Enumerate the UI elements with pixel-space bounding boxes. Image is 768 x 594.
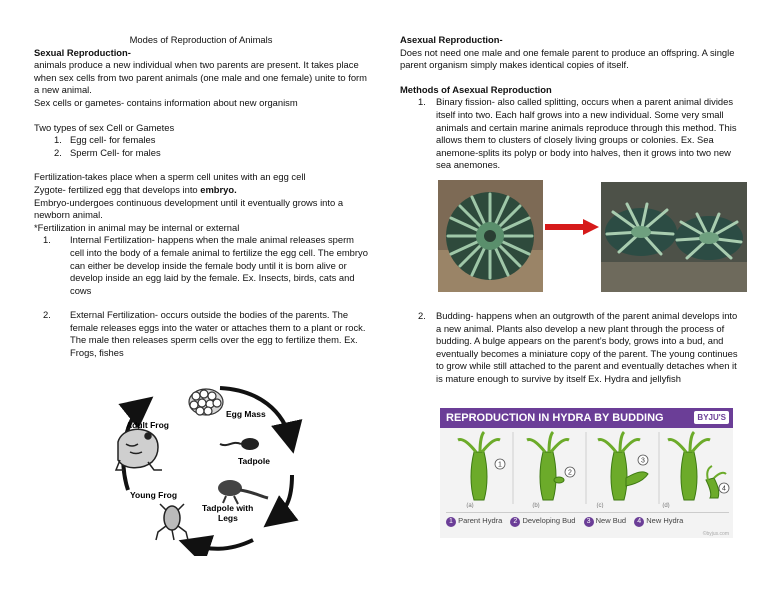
left-column <box>34 34 368 360</box>
fertilization-line: Fertilization-takes place when a sperm cell unites with an egg cell <box>34 171 306 183</box>
egg-mass-icon <box>189 389 223 415</box>
asexual-text: Does not need one male and one female parent to produce an offspring. A single parent organism simply makes identical copies of itself. <box>400 46 735 71</box>
adult-frog-icon <box>116 429 162 470</box>
list-item: 2. External Fertilization- occurs outside the bodies of the parents. The female releases eggs into the water or attaches them to a plant or rock. The male then releases sperm cells over the egg to fertilize them. Ex. Frogs, fishes <box>43 309 366 359</box>
list-item: 1. Internal Fertilization- happens when the male animal releases sperm cell into the body of a female animal to fertilize the egg cell. The embryo can either be develop inside the female body until it is born alive or develop inside an egg laid by the female. Ex. Insects, birds, cats and cows <box>43 234 368 296</box>
egg-mass-label: Egg Mass <box>226 409 266 419</box>
tadpole-legs-label: Tadpole with <box>202 503 254 513</box>
panel-label-b: (b) <box>532 503 540 508</box>
frog-life-cycle-diagram <box>108 380 308 556</box>
sexual-heading: Sexual Reproduction- <box>34 46 131 58</box>
sea-anemone-photo-1 <box>438 180 543 292</box>
gametes-line: Sex cells or gametes- contains information about new organism <box>34 96 298 108</box>
hydra-panel-a <box>458 432 500 500</box>
internal-external-line: *Fertilization in animal may be internal or external <box>34 221 240 233</box>
asexual-heading: Asexual Reproduction- <box>400 34 503 45</box>
right-column <box>400 34 740 172</box>
hydra-banner-title: REPRODUCTION IN HYDRA BY BUDDING <box>446 412 664 424</box>
callout-4: 4 <box>722 485 726 493</box>
list-item: 2. Sperm Cell- for males <box>54 146 161 158</box>
list-item: 1. Binary fission- also called splitting, occurs when a parent animal divides itself into two. Each half grows into a new individual. Some very small animals and certain marine animals reproduce through this method. This allows them to clusters of closely living groups or colonies. Ex. Sea anemone-splits its polyp or body into halves, then it grows into two new sea anemones. <box>418 96 737 171</box>
list-item: 2. Budding- happens when an outgrowth of the parent animal develops into a new animal. Plants also develop a new plant through the process of budding. A bulge appears on the parent’s body, grows into a bud, and eventually becomes a miniature copy of the parent. The young continues to grow while still attached to the parent and eventually detaches when it is mature enough to survive by itself Ex. Hydra and jellyfish <box>418 310 738 384</box>
red-arrow-icon <box>545 218 601 236</box>
gamete-list <box>34 134 368 159</box>
types-heading: Two types of sex Cell or Gametes <box>34 121 175 133</box>
zygote-line: Zygote- fertilized egg that develops into embryo. <box>34 183 237 195</box>
sea-anemone-photo-2 <box>601 182 747 292</box>
callout-1: 1 <box>498 461 502 469</box>
cycle-arrow <box>190 540 253 549</box>
tadpole-icon <box>220 438 259 450</box>
methods-heading: Methods of Asexual Reproduction <box>400 83 552 95</box>
hydra-panel-d <box>668 432 726 500</box>
tadpole-with-legs-icon <box>218 480 268 504</box>
callout-2: 2 <box>568 469 572 477</box>
panel-label-c: (c) <box>596 503 604 508</box>
legend-item: 4 New Hydra <box>634 516 683 525</box>
embryo-line: Embryo-undergoes continuous development until it eventually grows into a newborn animal. <box>34 196 344 221</box>
watermark: ©byjus.com <box>702 531 729 537</box>
hydra-budding-infographic <box>440 408 733 538</box>
tadpole-label: Tadpole <box>238 456 270 466</box>
panel-label-a: (a) <box>466 503 474 508</box>
sexual-text: animals produce a new individual when two parents are present. It takes place when sex cells from two parent animals (one male and one female) unite to form a new animal. <box>34 59 367 96</box>
hydra-panel-b <box>527 432 569 500</box>
panel-label-d: (d) <box>662 503 670 508</box>
callout-3: 3 <box>641 457 645 465</box>
young-frog-icon <box>156 504 188 540</box>
adult-frog-label: Adult Frog <box>126 420 169 430</box>
list-item: 1. Egg cell- for females <box>54 134 156 146</box>
hydra-panel-c <box>598 432 648 500</box>
page-title: Modes of Reproduction of Animals <box>129 34 273 45</box>
tadpole-legs-label-2: Legs <box>218 513 238 523</box>
legend-item: 1 Parent Hydra <box>446 516 502 525</box>
hydra-legend <box>446 512 729 530</box>
byjus-logo: BYJU'S <box>694 411 729 424</box>
cycle-arrow <box>273 475 292 520</box>
young-frog-label: Young Frog <box>130 490 178 500</box>
legend-item: 2 Developing Bud <box>510 516 575 525</box>
legend-item: 3 New Bud <box>584 516 627 525</box>
